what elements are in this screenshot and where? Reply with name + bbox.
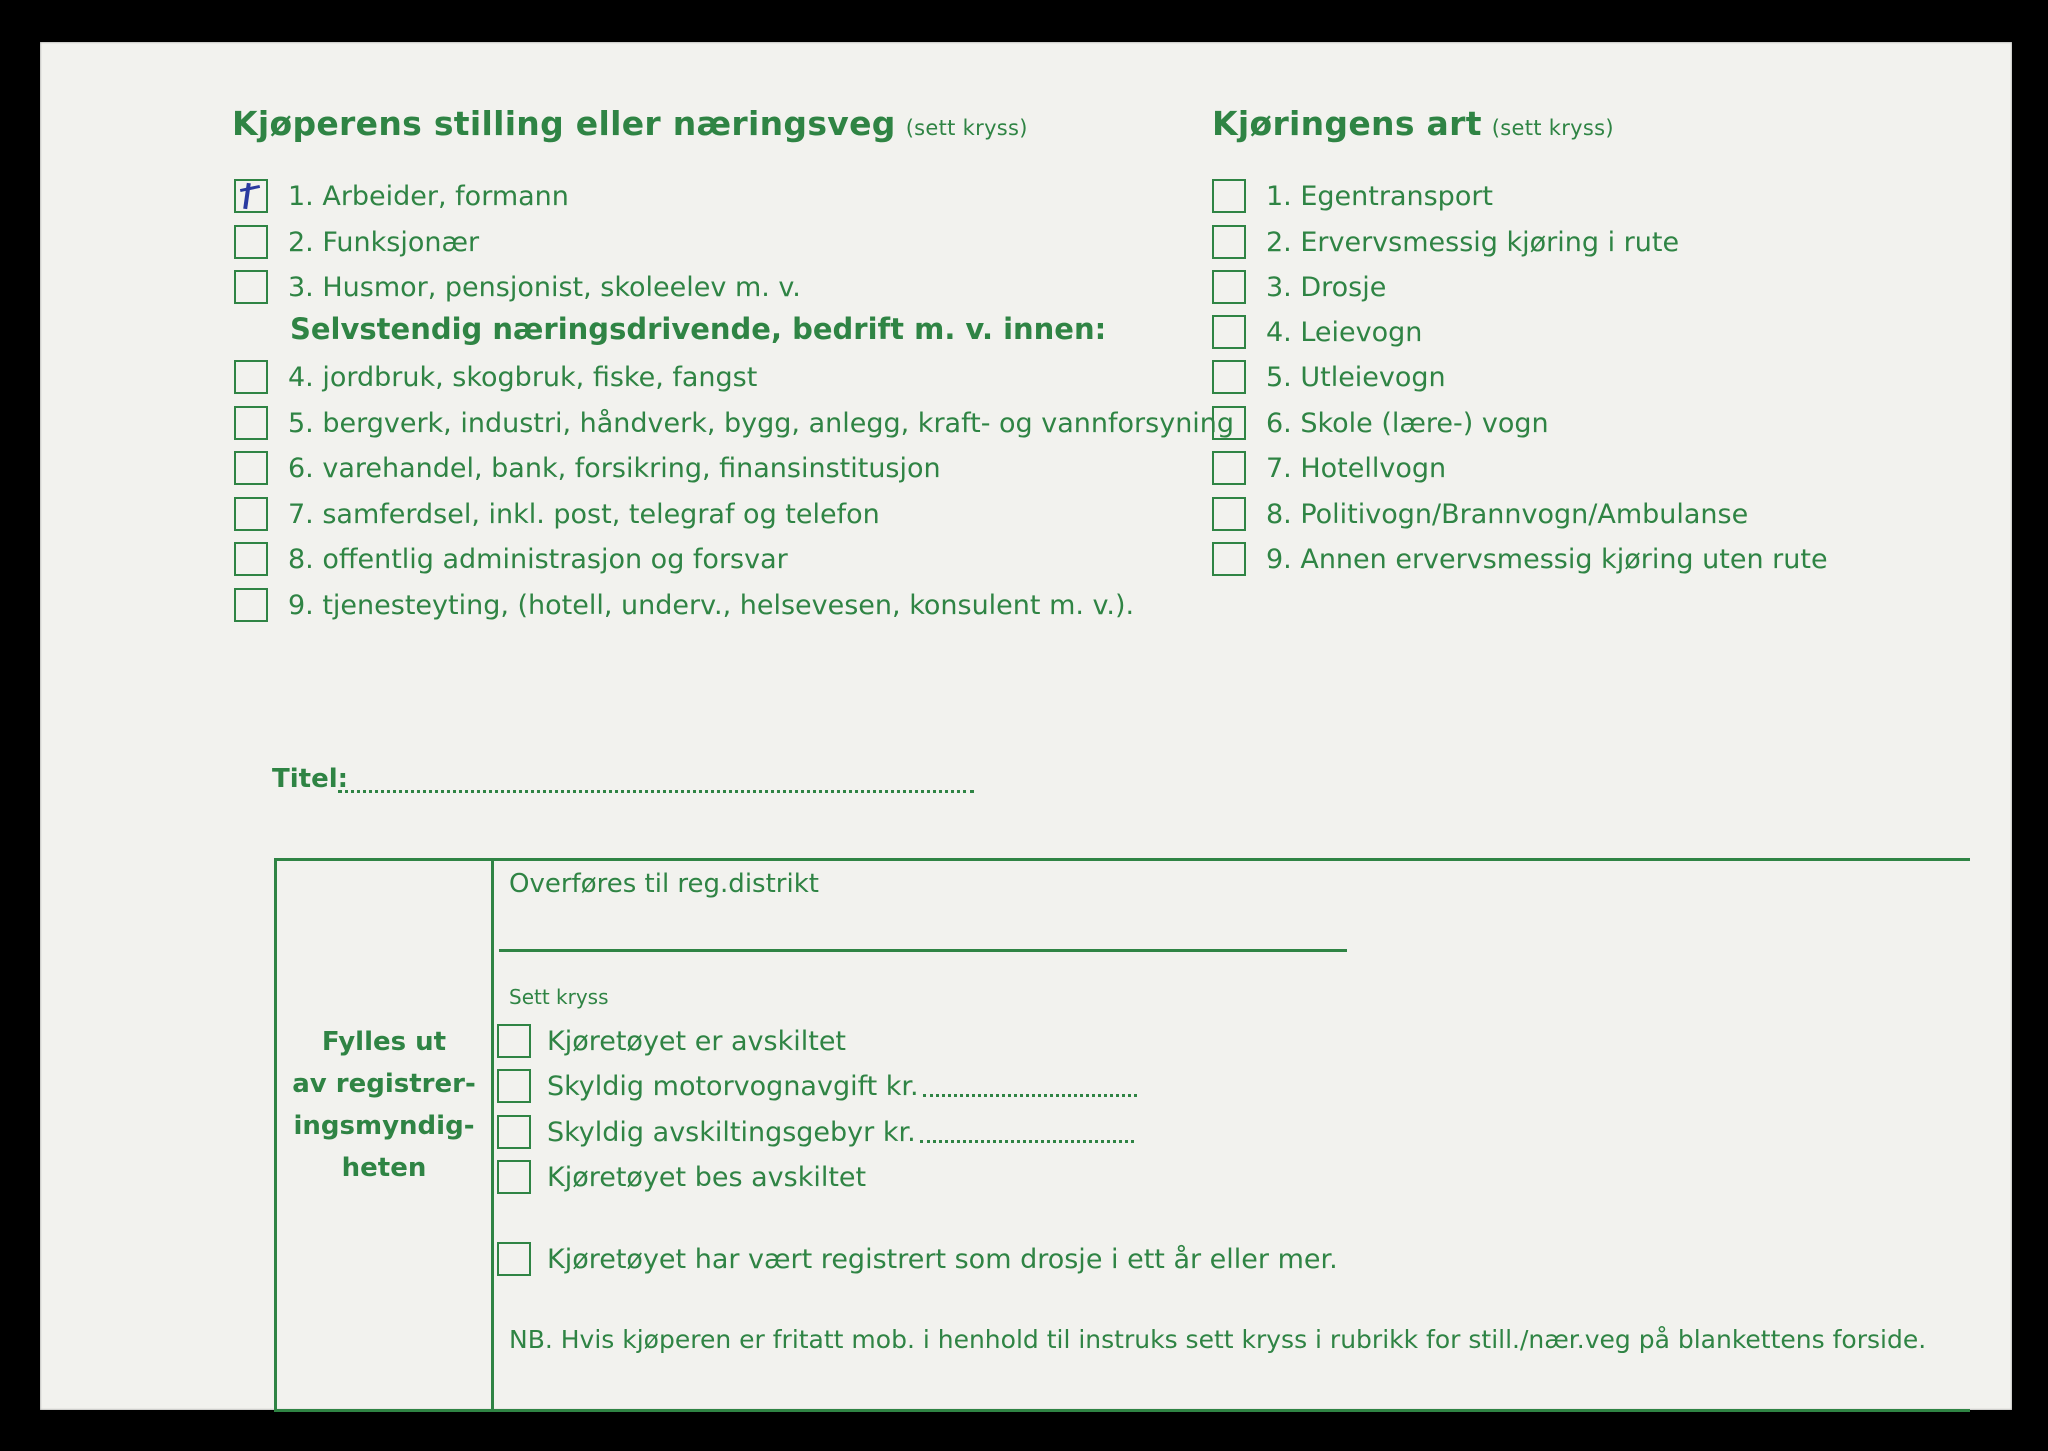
driving-label: 3. Drosje [1266, 271, 1387, 303]
occupation-option-9[interactable] [234, 585, 1134, 625]
occupation-option-7[interactable] [234, 494, 880, 534]
driving-label: 7. Hotellvogn [1266, 452, 1447, 484]
occupation-option-2[interactable] [234, 222, 479, 262]
occupation-option-6[interactable] [234, 448, 941, 488]
driving-type-hint: (sett kryss) [1491, 116, 1614, 140]
authority-option-deregistered[interactable] [497, 1021, 846, 1061]
transfer-district-field[interactable] [499, 949, 1347, 952]
checkbox-icon[interactable] [234, 497, 268, 531]
form-sheet [40, 42, 2012, 1410]
checkbox-icon[interactable] [234, 588, 268, 622]
occupation-option-5[interactable] [234, 403, 1234, 443]
checkbox-icon[interactable] [1212, 542, 1246, 576]
driving-option-9[interactable] [1212, 539, 1828, 579]
driving-option-4[interactable] [1212, 312, 1422, 352]
occupation-label: 8. offentlig administrasjon og forsvar [288, 543, 788, 575]
side-line: ingsmyndig- [293, 1111, 475, 1141]
occupation-option-1[interactable] [234, 176, 569, 216]
checkbox-icon[interactable] [1212, 225, 1246, 259]
checkbox-icon[interactable] [1212, 315, 1246, 349]
checkbox-icon[interactable] [1212, 179, 1246, 213]
driving-option-2[interactable] [1212, 222, 1679, 262]
occupation-option-3[interactable] [234, 267, 801, 307]
driving-option-3[interactable] [1212, 267, 1386, 307]
buyer-occupation-title-text: Kjøperens stilling eller næringsveg [232, 104, 896, 143]
checkbox-icon[interactable] [1212, 360, 1246, 394]
titel-label: Titel: [272, 764, 349, 794]
occupation-label: 6. varehandel, bank, forsikring, finansinstitusjon [288, 452, 941, 484]
side-line: heten [341, 1153, 427, 1183]
driving-label: 5. Utleievogn [1266, 361, 1446, 393]
checkbox-icon[interactable] [234, 542, 268, 576]
checkbox-icon[interactable] [1212, 451, 1246, 485]
buyer-occupation-hint: (sett kryss) [905, 116, 1028, 140]
checkbox-icon[interactable] [497, 1069, 531, 1103]
checkbox-icon[interactable] [234, 225, 268, 259]
checkbox-icon[interactable] [234, 451, 268, 485]
driving-option-8[interactable] [1212, 494, 1748, 534]
checkbox-icon[interactable] [1212, 497, 1246, 531]
occupation-label: 4. jordbruk, skogbruk, fiske, fangst [288, 361, 758, 393]
checkbox-icon[interactable] [234, 360, 268, 394]
authority-option-label: Kjøretøyet bes avskiltet [547, 1161, 867, 1193]
occupation-label: 7. samferdsel, inkl. post, telegraf og telefon [288, 498, 880, 530]
transfer-district-label: Overføres til reg.distrikt [509, 869, 819, 899]
checkbox-icon[interactable] [234, 270, 268, 304]
driving-option-7[interactable] [1212, 448, 1446, 488]
occupation-label: 5. bergverk, industri, håndverk, bygg, anlegg, kraft- og vannforsyning [288, 407, 1235, 439]
authority-option-label: Skyldig motorvognavgift kr. [547, 1070, 919, 1102]
authority-option-drosje[interactable] [497, 1239, 1338, 1279]
registration-authority-box [274, 858, 1970, 1412]
checkbox-icon[interactable] [497, 1160, 531, 1194]
occupation-option-8[interactable] [234, 539, 788, 579]
occupation-option-4[interactable] [234, 357, 757, 397]
box-divider [491, 861, 494, 1409]
occupation-label: 1. Arbeider, formann [288, 180, 569, 212]
occupation-label: 2. Funksjonær [288, 226, 480, 258]
driving-type-title-text: Kjøringens art [1212, 104, 1482, 143]
checkbox-icon[interactable] [497, 1242, 531, 1276]
checkbox-icon[interactable] [1212, 406, 1246, 440]
titel-field[interactable] [338, 790, 974, 793]
checkbox-icon[interactable] [234, 406, 268, 440]
sett-kryss-label: Sett kryss [509, 985, 609, 1009]
checkbox-icon[interactable] [1212, 270, 1246, 304]
driving-label: 4. Leievogn [1266, 316, 1423, 348]
amount-field[interactable] [920, 1122, 1134, 1143]
checkbox-checked-icon[interactable] [234, 179, 268, 213]
self-employed-subheading: Selvstendig næringsdrivende, bedrift m. v. innen: [290, 312, 1107, 346]
checkbox-icon[interactable] [497, 1115, 531, 1149]
checkbox-icon[interactable] [497, 1024, 531, 1058]
side-line: av registrer- [292, 1069, 476, 1099]
driving-option-5[interactable] [1212, 357, 1446, 397]
driving-type-title [1212, 104, 1614, 143]
driving-label: 6. Skole (lære-) vogn [1266, 407, 1549, 439]
authority-side-label [277, 1021, 491, 1189]
driving-label: 2. Ervervsmessig kjøring i rute [1266, 226, 1680, 258]
occupation-label: 3. Husmor, pensjonist, skoleelev m. v. [288, 271, 801, 303]
authority-option-label: Kjøretøyet er avskiltet [547, 1025, 847, 1057]
driving-label: 1. Egentransport [1266, 180, 1494, 212]
authority-option-plate-fee[interactable] [497, 1112, 1134, 1152]
authority-option-label: Kjøretøyet har vært registrert som drosje i ett år eller mer. [547, 1243, 1338, 1275]
amount-field[interactable] [923, 1076, 1137, 1097]
side-line: Fylles ut [321, 1027, 447, 1057]
occupation-label: 9. tjenesteyting, (hotell, underv., helsevesen, konsulent m. v.). [288, 589, 1135, 621]
nb-note: NB. Hvis kjøperen er fritatt mob. i henhold til instruks sett kryss i rubrikk for still./nær.veg på blankettens forside. [509, 1325, 1927, 1354]
driving-label: 9. Annen ervervsmessig kjøring uten rute [1266, 543, 1828, 575]
authority-option-label: Skyldig avskiltingsgebyr kr. [547, 1116, 916, 1148]
authority-option-request-deregister[interactable] [497, 1157, 866, 1197]
driving-option-1[interactable] [1212, 176, 1493, 216]
driving-label: 8. Politivogn/Brannvogn/Ambulanse [1266, 498, 1749, 530]
driving-option-6[interactable] [1212, 403, 1549, 443]
buyer-occupation-title [232, 104, 1028, 143]
authority-option-motor-tax[interactable] [497, 1066, 1137, 1106]
